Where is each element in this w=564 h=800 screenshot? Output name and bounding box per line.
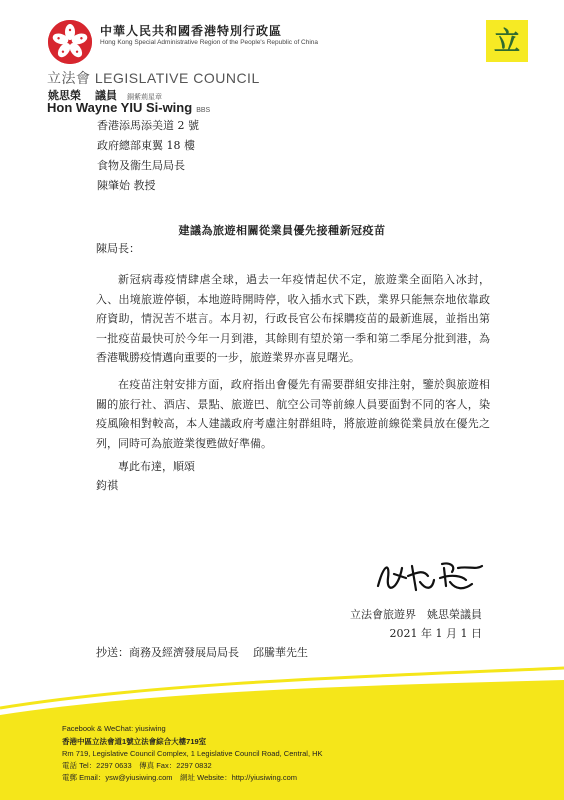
address-line-3: 食物及衞生局局長 bbox=[97, 159, 185, 172]
member-title-chinese: 議員 bbox=[95, 90, 117, 102]
hksar-emblem-icon bbox=[48, 20, 92, 64]
medal-title: 銅紫荊星章 bbox=[127, 94, 162, 101]
party-logo-icon: 立 bbox=[486, 20, 528, 62]
body-paragraph-1: 新冠病毒疫情肆虐全球，過去一年疫情起伏不定，旅遊業全面陷入冰封，入、出境旅遊停頓，本地遊時開時停，收入插水式下跌，業界只能無奈地依靠政府資助，情況苦不堪言。本月初，行政長官公布採購疫苗的最新進展，並指出第一批疫苗最快可於今年一月到港，其餘則有望於第一季和第二季尾分批到港，為香港戰勝疫情邁向重要的一步，旅遊業界亦喜見曙光。 bbox=[96, 273, 490, 364]
letter-date: 2021 年 1 月 1 日 bbox=[389, 627, 482, 640]
member-name-chinese: 姚思榮 bbox=[48, 90, 81, 102]
member-name-english-row bbox=[47, 100, 210, 115]
address-line-2: 政府總部東翼 18 樓 bbox=[97, 139, 195, 152]
footer-address-english: Rm 719, Legislative Council Complex, 1 Legislative Council Road, Central, HK bbox=[62, 749, 323, 758]
letter-subject: 建議為旅遊相關從業員優先接種新冠疫苗 bbox=[178, 224, 386, 237]
cc-name: 邱騰華先生 bbox=[253, 646, 308, 659]
salutation: 陳局長： bbox=[96, 242, 140, 255]
address-line-4: 陳肇始 教授 bbox=[97, 179, 156, 192]
government-name-english: Hong Kong Special Administrative Region of the People's Republic of China bbox=[100, 39, 319, 46]
legislative-council-heading: 立法會 LEGISLATIVE COUNCIL bbox=[47, 70, 260, 86]
bbs-postnominal: BBS bbox=[196, 107, 211, 114]
government-name-chinese: 中華人民共和國香港特別行政區 bbox=[100, 24, 283, 38]
member-name-english: Hon Wayne YIU Si-wing bbox=[47, 100, 193, 115]
footer-social: Facebook & WeChat: yiusiwing bbox=[62, 724, 166, 733]
address-line-1: 香港添馬添美道 2 號 bbox=[97, 119, 199, 132]
closing-salute: 鈞祺 bbox=[96, 479, 118, 492]
footer-phone-fax: 電話 Tel：2297 0633 傳真 Fax：2297 0832 bbox=[62, 761, 212, 770]
cc-label: 抄送：商務及經濟發展局局長 bbox=[96, 646, 239, 659]
closing-line: 專此布達，順頌 bbox=[118, 460, 195, 473]
body-paragraph-2: 在疫苗注射安排方面，政府指出會優先有需要群組安排注射，鑒於與旅遊相關的旅行社、酒店、景點、旅遊巴、航空公司等前線人員要面對不同的客人，染疫風險相對較高，本人建議政府考慮注射群組時，將旅遊前線從業員放在優先之列，同時可為旅遊業復甦做好準備。 bbox=[96, 378, 490, 450]
footer-email-website: 電郵 Email：ysw@yiusiwing.com 網址 Website：http://yiusiwing.com bbox=[62, 773, 298, 782]
cc-line bbox=[96, 644, 308, 660]
footer-address-chinese: 香港中區立法會道1號立法會綜合大樓719室 bbox=[62, 737, 207, 746]
handwritten-signature bbox=[372, 556, 492, 596]
signoff: 立法會旅遊界 姚思榮議員 bbox=[350, 608, 482, 621]
